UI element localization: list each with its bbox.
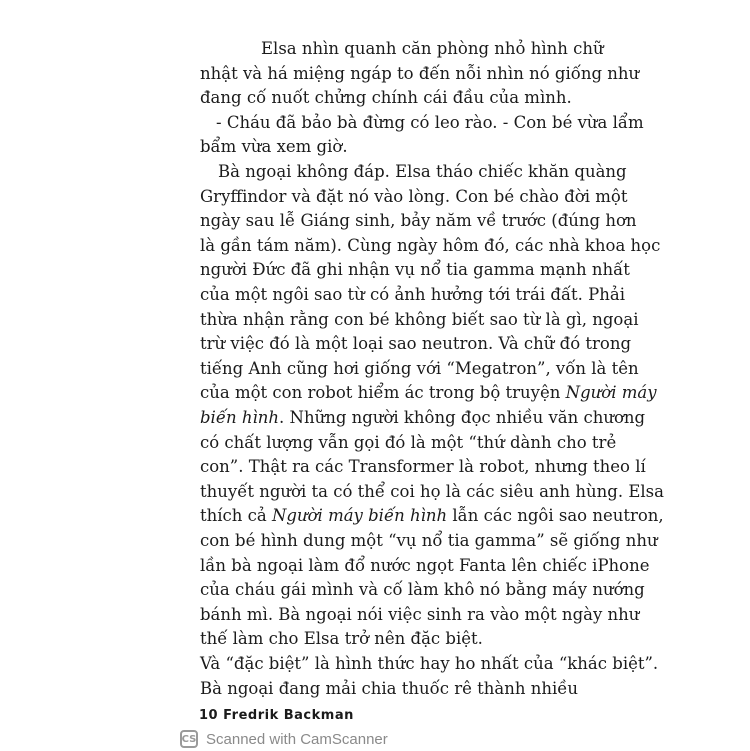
text-line: con bé hình dung một “vụ nổ tia gamma” sẽ giống như [200,531,658,550]
page-footer: 10 Fredrik Backman [199,708,354,724]
text-line: bánh mì. Bà ngoại nói việc sinh ra vào một ngày như [200,604,640,624]
text-line: ngày sau lễ Giáng sinh, bảy năm về trước (đúng hơn [200,211,637,231]
camscanner-watermark [180,727,388,751]
text-line: lần bà ngoại làm đổ nước ngọt Fanta lên chiếc iPhone [200,555,650,575]
text-line: nhật và há miệng ngáp to đến nỗi nhìn nó giống như [200,63,640,83]
text-line: thế làm cho Elsa trở nên đặc biệt. [200,629,483,649]
text-line: biến hình. Những người không đọc nhiều văn chương [200,408,646,427]
text-line: thích cả Người máy biến hình lẫn các ngôi sao neutron, [200,506,664,526]
text-line: trừ việc đó là một loại sao neutron. Và chữ đó trong [200,334,632,354]
text-line: Bà ngoại đang mải chia thuốc rê thành nhiều [200,678,579,698]
camscanner-logo-icon: CS [180,730,198,748]
text-line: Elsa nhìn quanh căn phòng nhỏ hình chữ [261,39,604,58]
text-line: thuyết người ta có thể coi họ là các siêu anh hùng. Elsa [200,481,664,501]
text-line: của cháu gái mình và cố làm khô nó bằng máy nướng [200,580,645,600]
text-line: bẩm vừa xem giờ. [200,137,348,157]
text-line: Và “đặc biệt” là hình thức hay ho nhất của “khác biệt”. [200,654,659,673]
text-line: của một ngôi sao từ có ảnh hưởng tới trái đất. Phải [200,285,626,304]
text-line: người Đức đã ghi nhận vụ nổ tia gamma mạnh nhất [200,260,630,280]
text-line: là gần tám năm). Cùng ngày hôm đó, các nhà khoa học [200,235,661,255]
text-line: con”. Thật ra các Transformer là robot, nhưng theo lí [200,457,646,477]
text-line: Bà ngoại không đáp. Elsa tháo chiếc khăn quàng [218,162,627,181]
text-line: có chất lượng vẫn gọi đó là một “thứ dành cho trẻ [200,432,617,452]
text-line: của một con robot hiểm ác trong bộ truyện Người máy [200,383,657,403]
text-line: tiếng Anh cũng hơi giống với “Megatron”, vốn là tên [200,358,639,378]
camscanner-label: Scanned with CamScanner [206,730,388,748]
text-line: - Cháu đã bảo bà đừng có leo rào. - Con bé vừa lẩm [216,112,644,132]
text-line: Gryffindor và đặt nó vào lòng. Con bé chào đời một [200,186,628,206]
text-line: thừa nhận rằng con bé không biết sao từ là gì, ngoại [200,309,639,329]
text-line: đang cố nuốt chửng chính cái đầu của mình. [200,88,572,108]
